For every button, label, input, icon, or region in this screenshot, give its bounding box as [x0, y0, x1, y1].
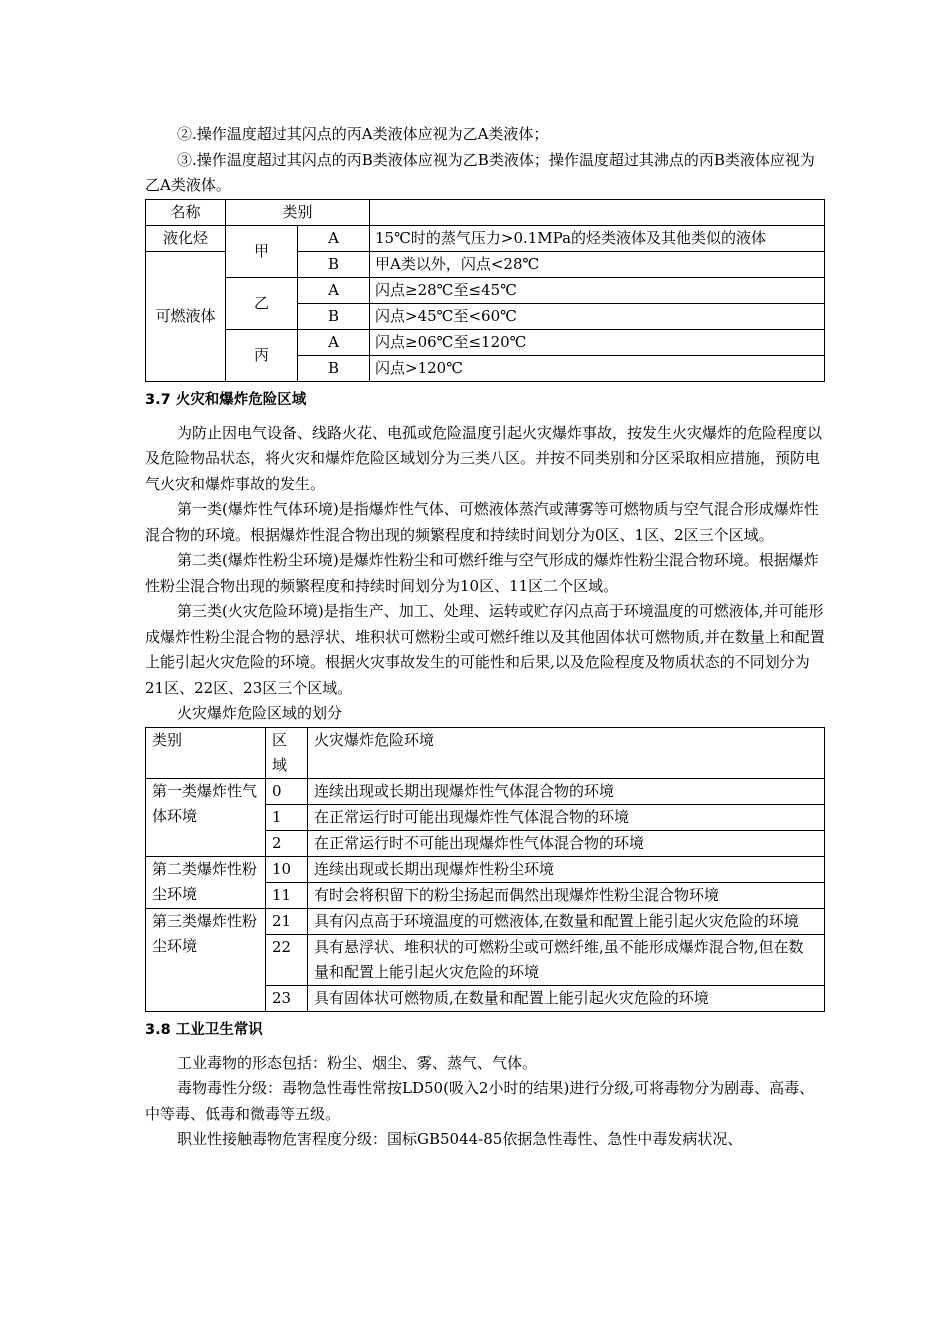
- table-row: [146, 225, 825, 251]
- table-cell-env: 具有固体状可燃物质,在数量和配置上能引起火灾危险的环境: [308, 985, 825, 1011]
- paragraph: 毒物毒性分级：毒物急性毒性常按LD50(吸入2小时的结果)进行分级,可将毒物分为剧毒、高毒、中等毒、低毒和微毒等五级。: [145, 1079, 815, 1123]
- table-cell-sub: A: [298, 277, 370, 303]
- table-row: [146, 727, 825, 778]
- table-cell-env: 连续出现或长期出现爆炸性气体混合物的环境: [308, 778, 825, 804]
- table-cell-zone: 22: [266, 934, 308, 985]
- table-cell-desc: 闪点≥28℃至≤45℃: [370, 277, 825, 303]
- table-cell-sub: A: [298, 329, 370, 355]
- paragraph: 第二类(爆炸性粉尘环境)是爆炸性粉尘和可燃纤维与空气形成的爆炸性粉尘混合物环境。根据爆炸性粉尘混合物出现的频繁程度和持续时间划分为10区、11区二个区域。: [145, 551, 819, 595]
- table-cell-zone: 10: [266, 856, 308, 882]
- intro-line-2: ③.操作温度超过其闪点的丙B类液体应视为乙B类液体；操作温度超过其沸点的丙B类液体应视为乙A类液体。: [145, 150, 815, 194]
- table-header-cell: 类别: [146, 727, 266, 778]
- table-cell-class: 乙: [226, 277, 298, 329]
- table-cell-zone: 0: [266, 778, 308, 804]
- table-cell-env: 有时会将积留下的粉尘扬起而偶然出现爆炸性粉尘混合物环境: [308, 882, 825, 908]
- table-cell-env: 具有闪点高于环境温度的可燃液体,在数量和配置上能引起火灾危险的环境: [308, 908, 825, 934]
- table-header-cell: 类别: [226, 199, 370, 225]
- paragraph: 第一类(爆炸性气体环境)是指爆炸性气体、可燃液体蒸汽或薄雾等可燃物质与空气混合形成爆炸性混合物的环境。根据爆炸性混合物出现的频繁程度和持续时间划分为0区、1区、2区三个区域。: [145, 500, 819, 544]
- table-header-cell: [370, 199, 825, 225]
- table-cell-sub: B: [298, 251, 370, 277]
- table-cell-env: 在正常运行时可能出现爆炸性气体混合物的环境: [308, 804, 825, 830]
- table-cell-desc: 闪点>45℃至<60℃: [370, 303, 825, 329]
- table-caption: 火灾爆炸危险区域的划分: [177, 704, 343, 722]
- table-cell-class: 丙: [226, 329, 298, 381]
- table-cell-desc: 闪点>120℃: [370, 355, 825, 381]
- table-row: [146, 329, 825, 355]
- table-row: [146, 199, 825, 225]
- table-cell-zone: 23: [266, 985, 308, 1011]
- table-cell-zone: 21: [266, 908, 308, 934]
- section-heading-3-7: 3.7 火灾和爆炸危险区域: [145, 391, 307, 408]
- table-cell-zone: 1: [266, 804, 308, 830]
- section-heading-3-8: 3.8 工业卫生常识: [145, 1021, 263, 1038]
- table-cell-category: 第一类爆炸性气体环境: [146, 778, 266, 856]
- table-cell-group: 可燃液体: [146, 251, 226, 381]
- paragraph: 职业性接触毒物危害程度分级：国标GB5044-85依据急性毒性、急性中毒发病状况、: [177, 1130, 743, 1148]
- paragraph: 为防止因电气设备、线路火花、电孤或危险温度引起火灾爆炸事故，按发生火灾爆炸的危险程度以及危险物品状态，将火灾和爆炸危险区域划分为三类八区。并按不同类别和分区采取相应措施，预防电气火灾和爆炸事故的发生。: [145, 423, 823, 493]
- intro-line-1: ②.操作温度超过其闪点的丙A类液体应视为乙A类液体；: [177, 125, 549, 143]
- table-cell-class: 甲: [226, 225, 298, 277]
- liquid-classification-table: [145, 199, 825, 382]
- paragraph: 工业毒物的形态包括：粉尘、烟尘、雾、蒸气、气体。: [177, 1053, 538, 1072]
- document-page: [145, 122, 825, 1153]
- table-cell-env: 连续出现或长期出现爆炸性粉尘环境: [308, 856, 825, 882]
- table-cell-zone: 2: [266, 830, 308, 856]
- table-cell-category: 第三类爆炸性粉尘环境: [146, 908, 266, 1011]
- table-cell-env: 在正常运行时不可能出现爆炸性气体混合物的环境: [308, 830, 825, 856]
- table-cell-sub: B: [298, 355, 370, 381]
- table-cell-category: 第二类爆炸性粉尘环境: [146, 856, 266, 908]
- table-cell-zone: 11: [266, 882, 308, 908]
- table-row: [146, 856, 825, 882]
- table-row: [146, 277, 825, 303]
- table-cell-env: 具有悬浮状、堆积状的可燃粉尘或可燃纤维,虽不能形成爆炸混合物,但在数量和配置上能引起火灾危险的环境: [308, 934, 825, 985]
- table-row: [146, 778, 825, 804]
- table-cell-sub: B: [298, 303, 370, 329]
- table-header-cell: 名称: [146, 199, 226, 225]
- table-header-cell: 火灾爆炸危险环境: [308, 727, 825, 778]
- paragraph: 第三类(火灾危险环境)是指生产、加工、处理、运转或贮存闪点高于环境温度的可燃液体,并可能形成爆炸性粉尘混合物的悬浮状、堆积状可燃粉尘或可燃纤维以及其他固体状可燃物质,并在数量上和配置上能引起火灾危险的环境。根据火灾事故发生的可能性和后果,以及危险程度及物质状态的不同划分为21区、22区、23区三个区域。: [145, 602, 825, 697]
- table-row: [146, 908, 825, 934]
- hazard-zone-table: [145, 727, 825, 1012]
- table-cell-desc: 闪点≥06℃至≤120℃: [370, 329, 825, 355]
- table-header-cell: 区域: [266, 727, 308, 778]
- table-cell-group: 液化烃: [146, 225, 226, 251]
- table-cell-desc: 甲A类以外，闪点<28℃: [370, 251, 825, 277]
- table-cell-sub: A: [298, 225, 370, 251]
- table-cell-desc: 15℃时的蒸气压力>0.1MPa的烃类液体及其他类似的液体: [370, 225, 825, 251]
